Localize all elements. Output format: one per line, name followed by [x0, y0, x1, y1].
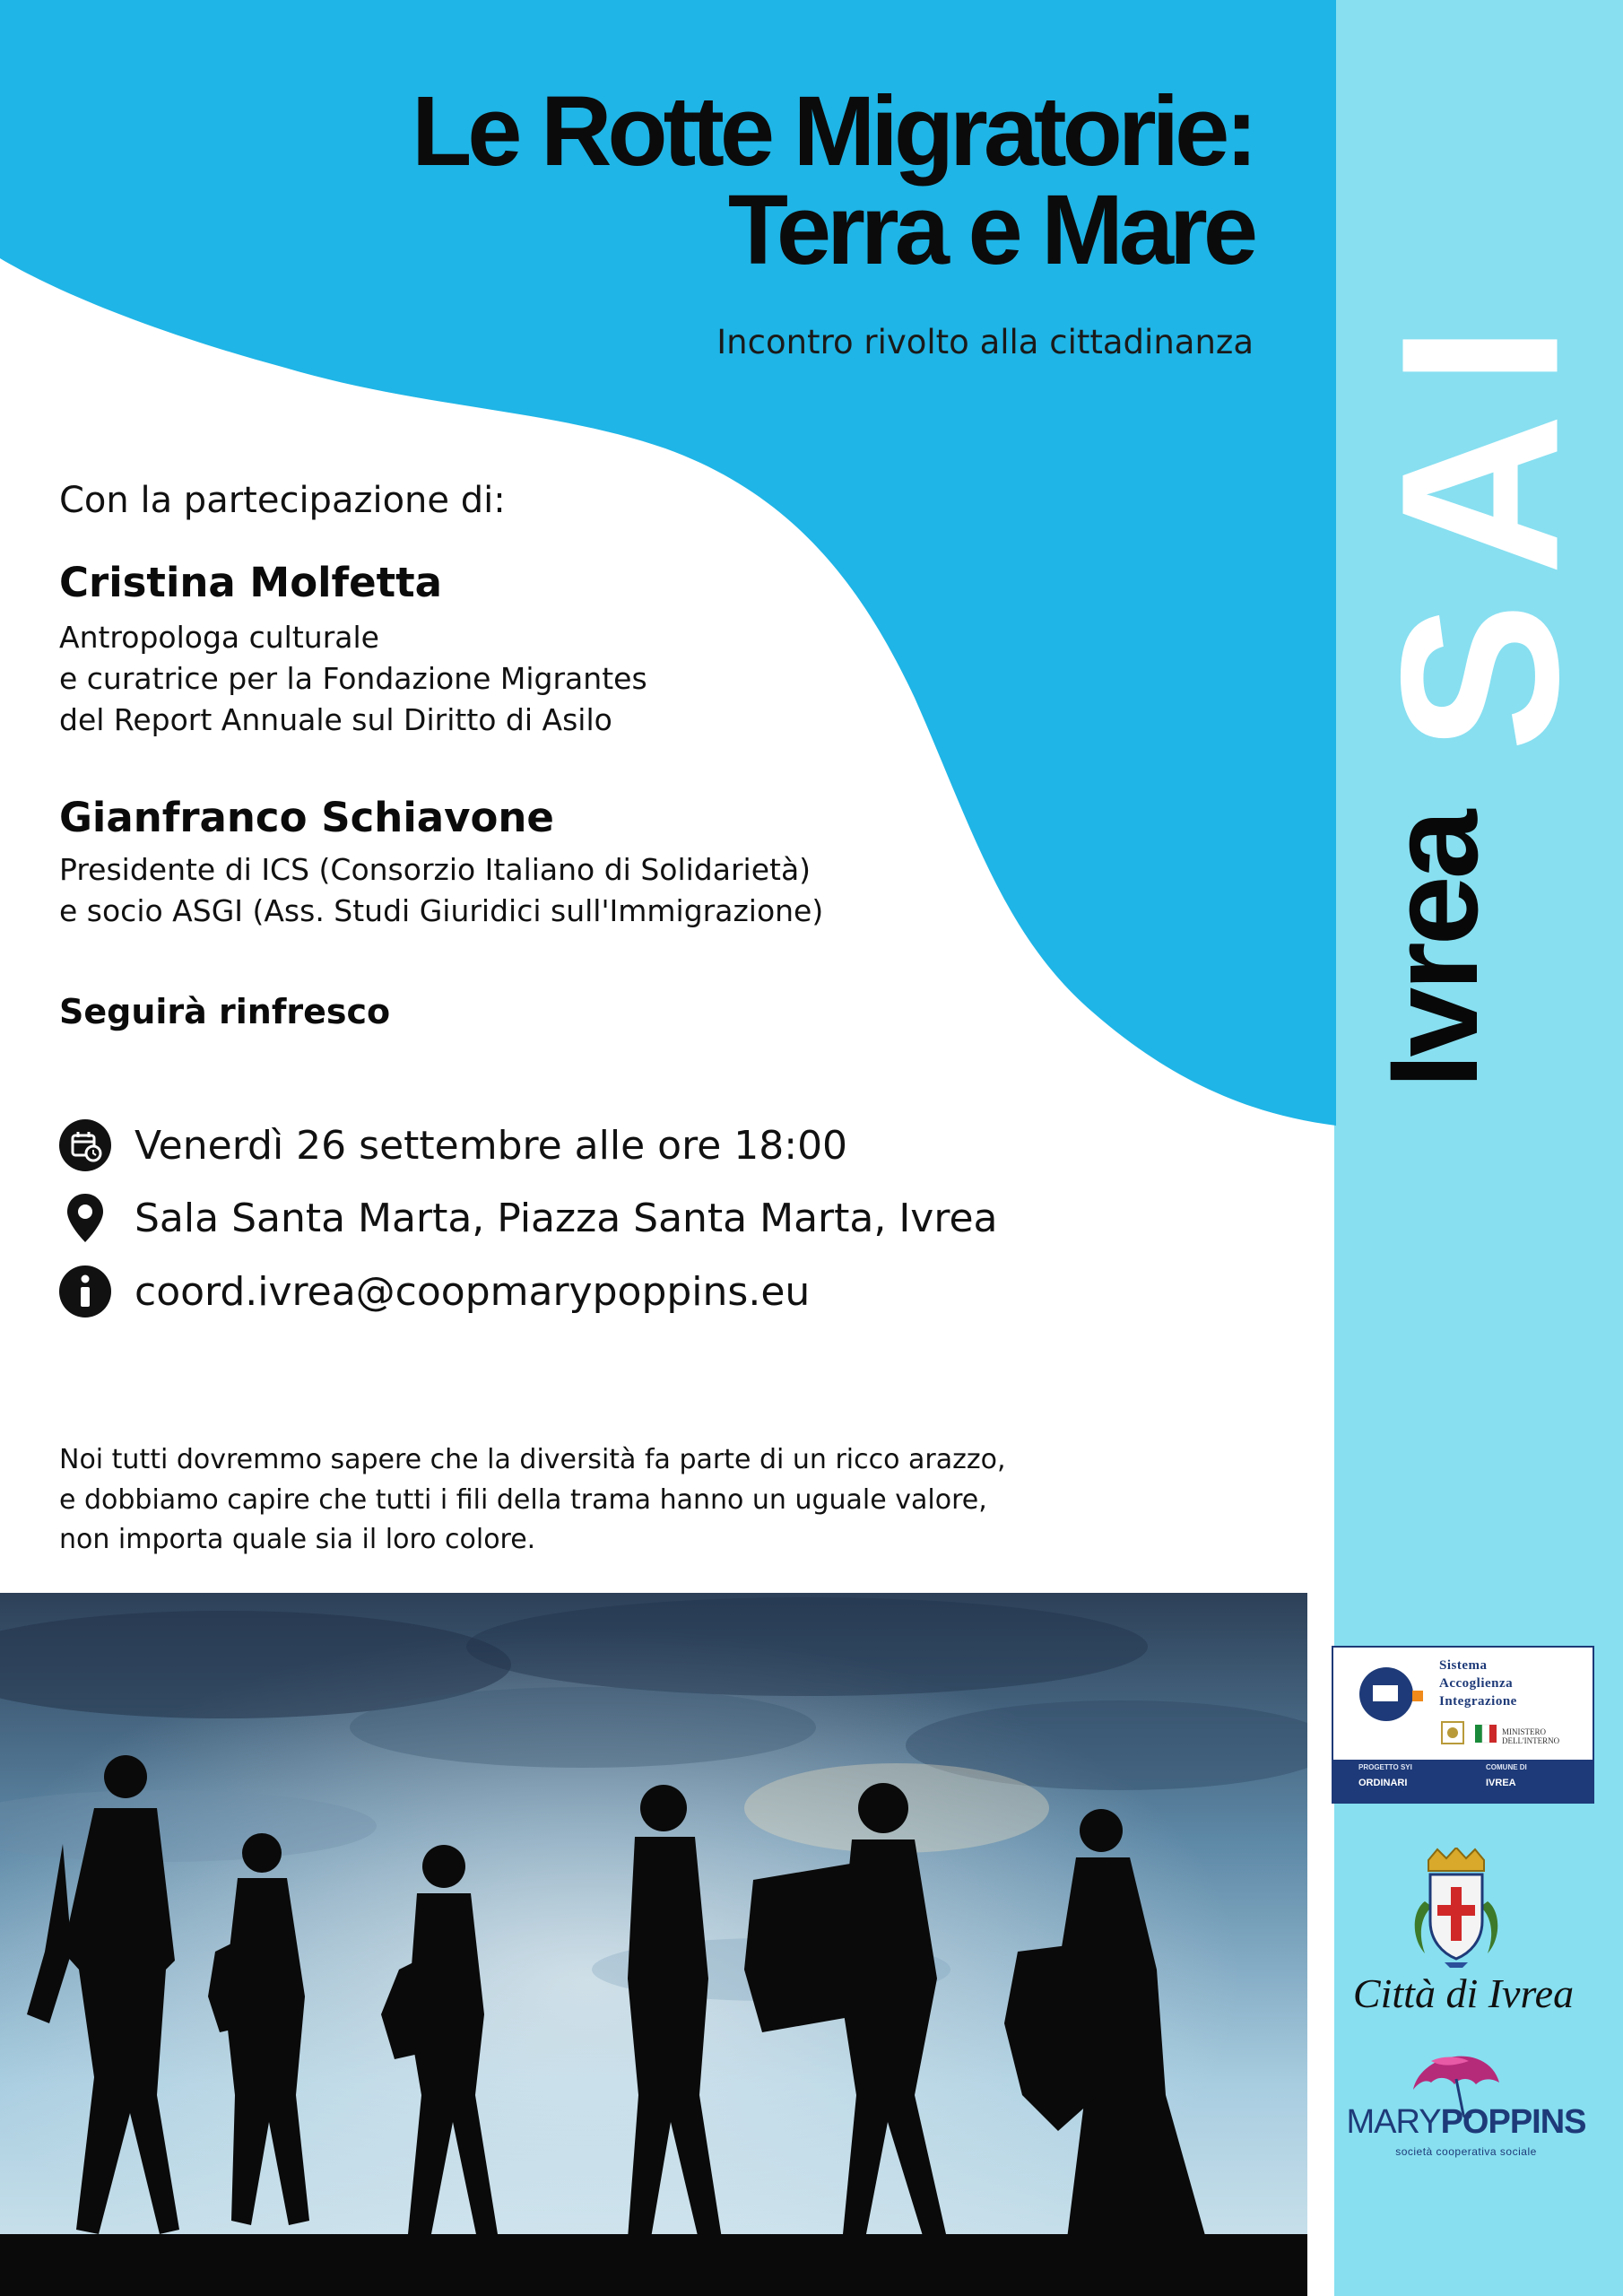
participation-label: Con la partecipazione di:: [59, 480, 506, 521]
project-label: PROGETTO SYI: [1358, 1763, 1412, 1771]
city-logo-text: Città di Ivrea: [1352, 1970, 1575, 2016]
quote-text: Noi tutti dovremmo sapere che la diversità fa parte di un ricco arazzo, e dobbiamo capire che tutti i fili della trama hanno un uguale valore, non importa quale sia il loro colore.: [59, 1444, 1006, 1556]
city-crest-icon: [1409, 1848, 1504, 1970]
project-value: ORDINARI: [1358, 1778, 1408, 1788]
sai-logo-footer: [1333, 1760, 1593, 1802]
event-date: Venerdì 26 settembre alle ore 18:00: [135, 1122, 848, 1169]
event-contact-row: [59, 1263, 810, 1320]
event-location: Sala Santa Marta, Piazza Santa Marta, Ivrea: [135, 1195, 998, 1241]
sai-logo-line-2: Accoglienza: [1439, 1676, 1514, 1691]
title-line-2: Terra e Mare: [727, 175, 1254, 285]
calendar-clock-icon: [59, 1119, 111, 1171]
speaker-description-1: Antropologa culturale e curatrice per la Fondazione Migrantes del Report Annuale sul Diritto di Asilo: [59, 620, 647, 738]
speaker-description-2: Presidente di ICS (Consorzio Italiano di Solidarietà) e socio ASGI (Ass. Studi Giuridici sull'Immigrazione): [59, 852, 824, 929]
refreshment-note: Seguirà rinfresco: [59, 992, 391, 1031]
city-label-text: Ivrea: [1363, 813, 1504, 1089]
map-pin-icon: [59, 1192, 111, 1244]
municipality-value: IVREA: [1486, 1778, 1516, 1788]
italian-flag-icon: [1475, 1723, 1497, 1744]
sai-logo-line-1: Sistema: [1439, 1658, 1488, 1673]
title-line-1: Le Rotte Migratorie:: [412, 76, 1254, 187]
speaker-name-1: Cristina Molfetta: [59, 559, 443, 606]
coop-tagline: società cooperativa sociale: [1395, 2145, 1537, 2158]
sai-mark-icon: [1346, 1657, 1427, 1737]
municipality-label: COMUNE DI: [1486, 1763, 1527, 1771]
ministry-label: MINISTERO DELL'INTERNO: [1502, 1727, 1560, 1745]
sai-project-logo: [1332, 1646, 1594, 1804]
sai-logo-line-3: Integrazione: [1439, 1694, 1517, 1709]
event-contact-email[interactable]: coord.ivrea@coopmarypoppins.eu: [135, 1268, 811, 1315]
anci-emblem-icon: [1439, 1719, 1466, 1746]
speaker-name-2: Gianfranco Schiavone: [59, 794, 554, 841]
event-subtitle: Incontro rivolto alla cittadinanza: [716, 323, 1254, 361]
sai-brand-letters: [1336, 166, 1623, 883]
info-icon: [59, 1265, 111, 1318]
event-location-row: [59, 1189, 998, 1247]
sai-brand-text: SAI: [1354, 297, 1605, 752]
coop-logo-part1: MARY: [1346, 2103, 1441, 2141]
event-title: [412, 76, 1254, 285]
coop-logo-part2: POPPINS: [1440, 2103, 1586, 2141]
event-date-row: [59, 1117, 847, 1174]
coop-logo: [1336, 2103, 1596, 2142]
silhouette-photo: [0, 1593, 1307, 2296]
